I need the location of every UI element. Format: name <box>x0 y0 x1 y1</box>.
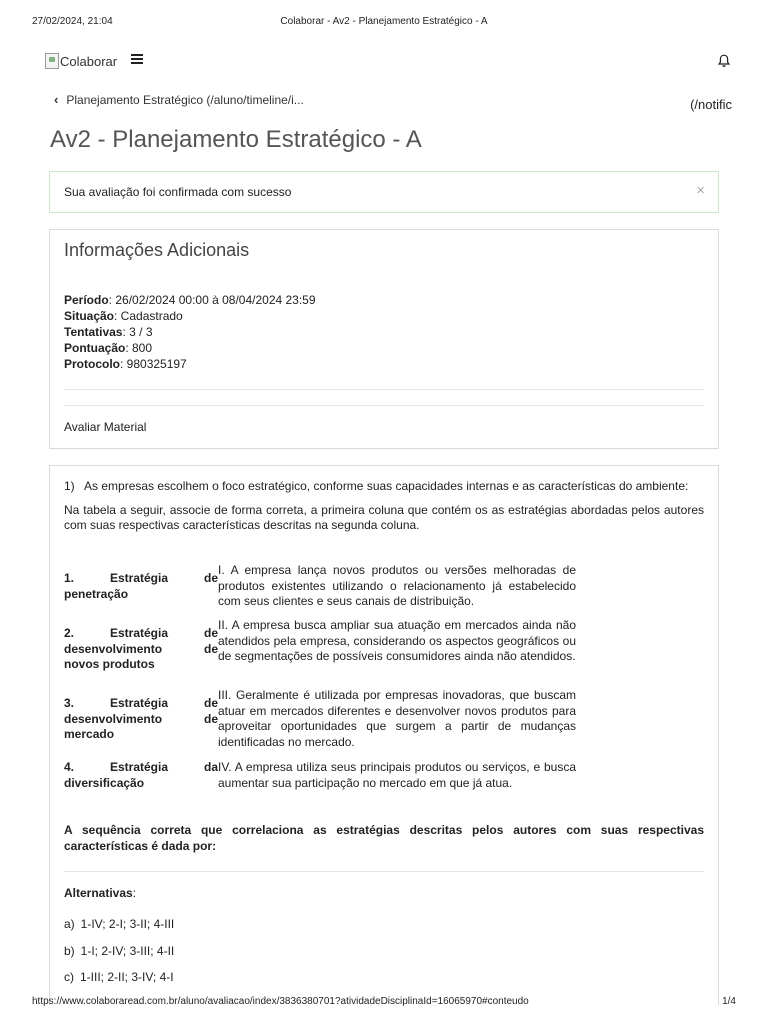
alternative-letter: c) <box>64 970 74 984</box>
question-body: Na tabela a seguir, associe de forma correta, a primeira coluna que contém os as estratégias abordadas pelos autores com suas respectivas características descritas na segunda coluna. <box>64 503 704 532</box>
strategy-name-line: 4. Estratégia da <box>64 760 218 774</box>
page-title: Av2 - Planejamento Estratégico - A <box>50 126 422 153</box>
close-icon[interactable]: × <box>696 182 705 199</box>
alternative-text: 1-III; 2-II; 3-IV; 4-I <box>80 970 174 984</box>
notifications-link[interactable]: (/notific <box>690 97 732 112</box>
print-header <box>32 16 736 30</box>
topbar <box>45 50 732 74</box>
info-row-situacao: Situação: Cadastrado <box>64 309 183 323</box>
breadcrumb-label: Planejamento Estratégico (/aluno/timeline/i... <box>66 92 304 107</box>
hamburger-menu-icon[interactable] <box>131 54 143 64</box>
logo-alt-text: Colaborar <box>60 53 118 69</box>
avaliar-material-link[interactable]: Avaliar Material <box>64 420 147 434</box>
chevron-left-icon: ‹ <box>54 92 59 107</box>
alternative-a[interactable] <box>64 917 174 931</box>
strategy-name <box>64 696 218 743</box>
question-number: 1) <box>64 479 75 493</box>
strategy-name-line: desenvolvimento de <box>64 641 218 656</box>
strategy-description: II. A empresa busca ampliar sua atuação em mercados ainda não atendidos pela empresa, considerando os aspectos geográficos ou de segmentações de possíveis consumidores ainda não atendidos. <box>218 618 576 663</box>
print-url: https://www.colaboraread.com.br/aluno/avaliacao/index/3836380701?atividadeDisciplinaId=16065970#conteudo <box>32 996 529 1007</box>
info-row-tentativas: Tentativas: 3 / 3 <box>64 325 153 339</box>
strategy-name-line: 1. Estratégia de <box>64 571 218 585</box>
divider <box>64 871 704 872</box>
info-title: Informações Adicionais <box>64 240 250 260</box>
strategy-description: III. Geralmente é utilizada por empresas inovadoras, que buscam atuar em mercados diferentes e desenvolver novos produtos para aproveitar oportunidades que surgem a partir de mudanças identificadas no mercado. <box>218 688 576 749</box>
info-list <box>64 292 316 372</box>
alert-message: Sua avaliação foi confirmada com sucesso <box>64 185 292 199</box>
strategy-name-line: 3. Estratégia de <box>64 696 218 710</box>
broken-image-icon <box>45 53 59 69</box>
strategy-name-line: desenvolvimento de <box>64 711 218 726</box>
strategy-name-line: penetração <box>64 586 129 601</box>
strategy-description: IV. A empresa utiliza seus principais produtos ou serviços, e busca aumentar sua participação no mercado em que já atua. <box>218 760 576 790</box>
strategy-name-line: mercado <box>64 727 115 741</box>
info-panel <box>49 229 719 449</box>
logo[interactable] <box>45 53 117 69</box>
divider <box>64 405 704 406</box>
question-intro-text: As empresas escolhem o foco estratégico, conforme suas capacidades internas e as características do ambiente: <box>84 479 689 493</box>
print-datetime: 27/02/2024, 21:04 <box>32 16 113 27</box>
divider <box>64 389 704 390</box>
breadcrumb[interactable] <box>54 92 304 107</box>
question-intro <box>64 479 704 494</box>
bell-icon[interactable] <box>716 53 732 69</box>
strategy-name <box>64 626 218 673</box>
print-page-number: 1/4 <box>722 996 736 1007</box>
info-row-pontuacao: Pontuação: 800 <box>64 341 153 355</box>
alternatives-label: Alternativas: <box>64 886 137 900</box>
strategy-name-line: 2. Estratégia de <box>64 626 218 640</box>
info-row-protocolo: Protocolo: 980325197 <box>64 357 187 371</box>
strategy-name-line: novos produtos <box>64 657 155 671</box>
print-footer <box>32 996 736 1010</box>
alternative-text: 1-IV; 2-I; 3-II; 4-III <box>80 917 175 931</box>
question-final-prompt: A sequência correta que correlaciona as estratégias descritas pelos autores com suas respectivas características é dada por: <box>64 823 704 853</box>
strategy-description: I. A empresa lança novos produtos ou versões melhoradas de produtos existentes utilizando o relacionamento já estabelecido com seus clientes e seus canais de distribuição. <box>218 563 576 608</box>
info-row-periodo: Período: 26/02/2024 00:00 à 08/04/2024 23:59 <box>64 293 316 307</box>
strategy-name <box>64 571 218 602</box>
strategy-name-line: diversificação <box>64 775 145 790</box>
alternative-c[interactable] <box>64 970 174 984</box>
alternative-letter: b) <box>64 944 75 958</box>
success-alert <box>49 171 719 213</box>
alternative-letter: a) <box>64 917 75 931</box>
strategy-name <box>64 760 218 791</box>
question-panel <box>49 465 719 1005</box>
print-page-title: Colaborar - Av2 - Planejamento Estratégico - A <box>280 16 488 27</box>
alternative-b[interactable] <box>64 944 174 958</box>
alternative-text: 1-I; 2-IV; 3-III; 4-II <box>80 944 175 958</box>
